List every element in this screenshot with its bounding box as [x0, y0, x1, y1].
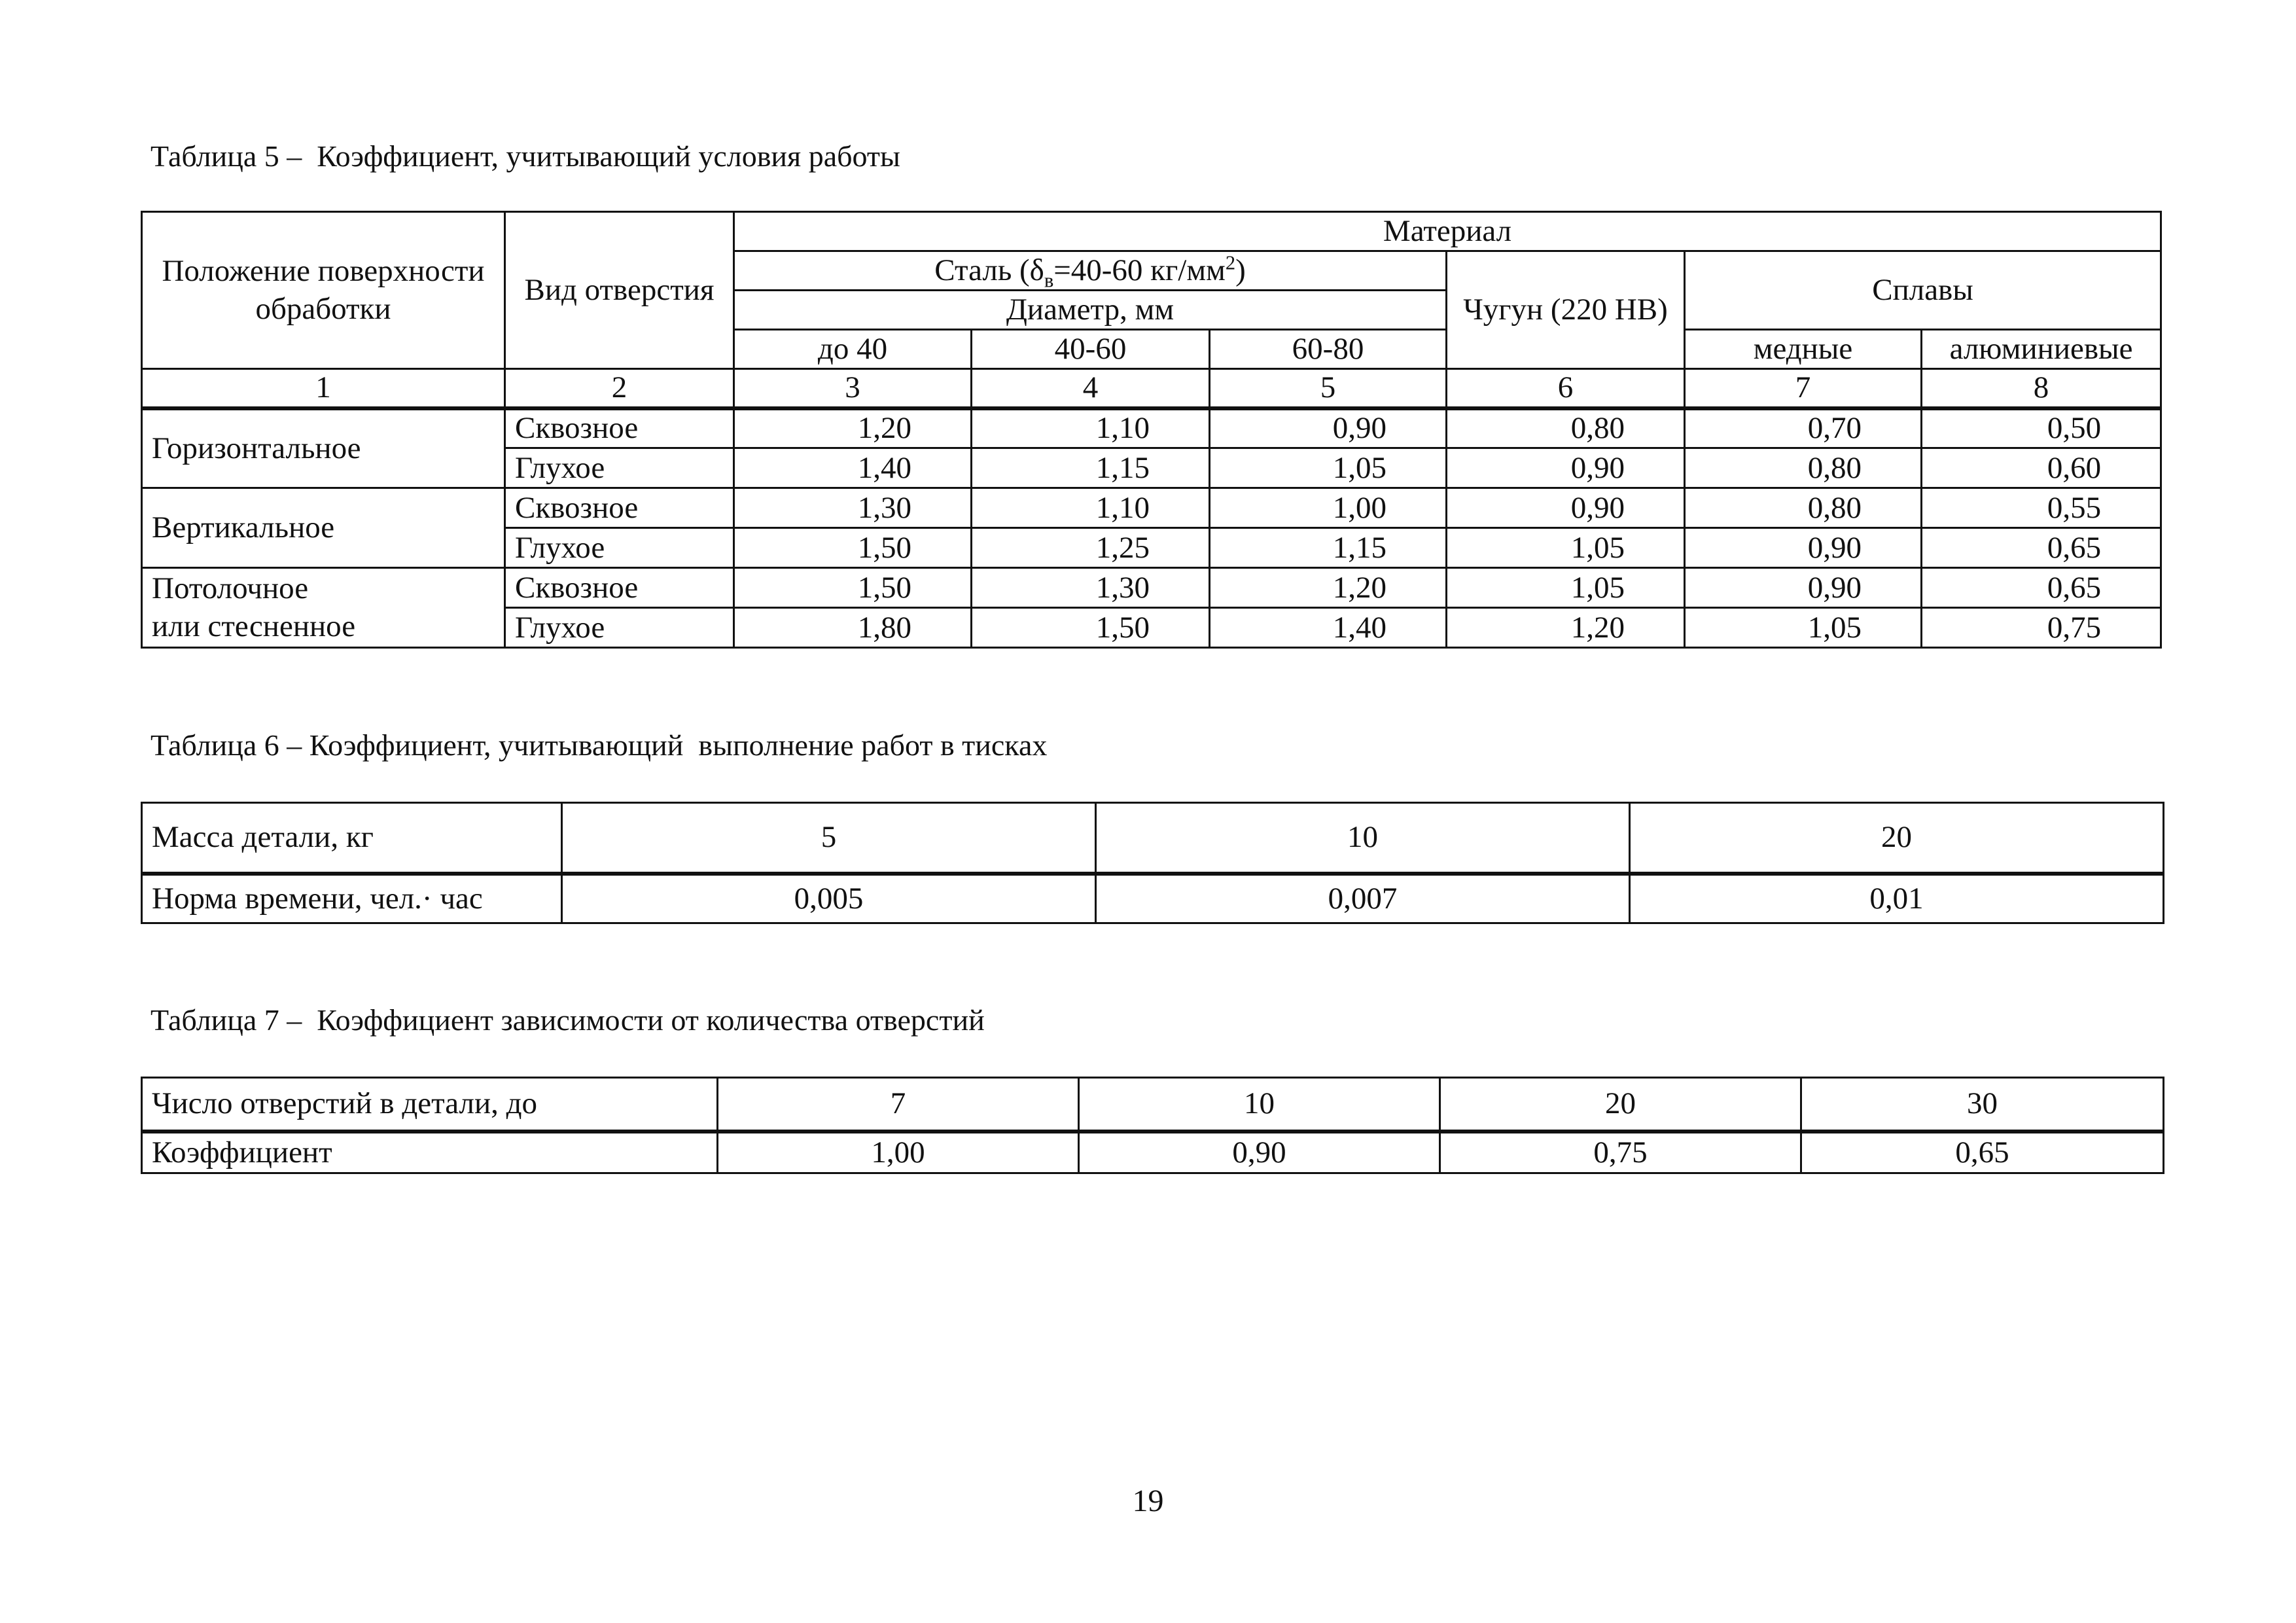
header-d3: 60-80 [1210, 330, 1447, 369]
time-label: Норма времени, чел.· час [142, 874, 562, 923]
hole-type: Сквозное [505, 568, 734, 608]
table7-caption: Таблица 7 – Коэффициент зависимости от количества отверстий [150, 1003, 985, 1037]
value-cell: 0,90 [1685, 568, 1922, 608]
col-number: 8 [1922, 369, 2161, 408]
value-cell: 0,65 [1922, 568, 2161, 608]
value-cell: 0,65 [1922, 528, 2161, 568]
value-cell: 1,20 [1447, 608, 1685, 648]
value-cell: 1,05 [1447, 528, 1685, 568]
column-number-row [142, 369, 2161, 408]
position-horizontal: Горизонтальное [142, 408, 505, 488]
value-cell: 1,10 [972, 488, 1210, 528]
table6-vise-work [141, 802, 2164, 924]
table-row [142, 568, 2161, 608]
value-cell: 1,05 [1210, 448, 1447, 488]
header-alloys: Сплавы [1685, 251, 2161, 330]
value-cell: 1,80 [734, 608, 972, 648]
page-number: 19 [1132, 1484, 1164, 1518]
hole-type: Сквозное [505, 488, 734, 528]
value-cell: 1,05 [1685, 608, 1922, 648]
table-row [142, 488, 2161, 528]
value-cell: 0,60 [1922, 448, 2161, 488]
table-row [142, 1078, 2164, 1132]
col-number: 3 [734, 369, 972, 408]
hole-type: Глухое [505, 528, 734, 568]
table-row [142, 874, 2164, 923]
table6-caption: Таблица 6 – Коэффициент, учитывающий выполнение работ в тисках [150, 728, 1048, 762]
col-number: 5 [1210, 369, 1447, 408]
count-value: 20 [1440, 1078, 1801, 1132]
count-label: Число отверстий в детали, до [142, 1078, 718, 1132]
value-cell: 1,20 [734, 408, 972, 448]
coef-value: 1,00 [718, 1132, 1079, 1173]
mass-value: 20 [1630, 803, 2164, 874]
value-cell: 0,80 [1685, 448, 1922, 488]
hole-type: Глухое [505, 448, 734, 488]
value-cell: 1,50 [734, 528, 972, 568]
col-number: 4 [972, 369, 1210, 408]
header-d1: до 40 [734, 330, 972, 369]
value-cell: 1,40 [1210, 608, 1447, 648]
value-cell: 0,70 [1685, 408, 1922, 448]
value-cell: 0,80 [1447, 408, 1685, 448]
mass-label: Масса детали, кг [142, 803, 562, 874]
time-value: 0,005 [562, 874, 1096, 923]
value-cell: 1,05 [1447, 568, 1685, 608]
col-number: 6 [1447, 369, 1685, 408]
hole-type: Сквозное [505, 408, 734, 448]
value-cell: 1,50 [734, 568, 972, 608]
header-d2: 40-60 [972, 330, 1210, 369]
header-diameter: Диаметр, мм [734, 291, 1447, 330]
table7-hole-count [141, 1077, 2164, 1174]
mass-value: 5 [562, 803, 1096, 874]
value-cell: 0,90 [1210, 408, 1447, 448]
value-cell: 0,90 [1685, 528, 1922, 568]
hole-type: Глухое [505, 608, 734, 648]
header-cast-iron: Чугун (220 НВ) [1447, 251, 1685, 369]
table-row [142, 408, 2161, 448]
count-value: 30 [1801, 1078, 2164, 1132]
time-value: 0,007 [1096, 874, 1630, 923]
col-number: 7 [1685, 369, 1922, 408]
value-cell: 0,90 [1447, 488, 1685, 528]
value-cell: 1,20 [1210, 568, 1447, 608]
value-cell: 0,55 [1922, 488, 2161, 528]
position-ceiling: Потолочное или стесненное [142, 568, 505, 648]
count-value: 10 [1079, 1078, 1440, 1132]
table-row [142, 803, 2164, 874]
value-cell: 1,25 [972, 528, 1210, 568]
value-cell: 1,10 [972, 408, 1210, 448]
table5-caption: Таблица 5 – Коэффициент, учитывающий условия работы [150, 139, 900, 173]
value-cell: 1,40 [734, 448, 972, 488]
time-value: 0,01 [1630, 874, 2164, 923]
value-cell: 0,90 [1447, 448, 1685, 488]
table5-working-conditions [141, 211, 2162, 649]
header-position: Положение поверхности обработки [142, 212, 505, 369]
position-vertical: Вертикальное [142, 488, 505, 568]
header-copper: медные [1685, 330, 1922, 369]
value-cell: 1,30 [972, 568, 1210, 608]
value-cell: 0,50 [1922, 408, 2161, 448]
value-cell: 1,15 [1210, 528, 1447, 568]
value-cell: 0,75 [1922, 608, 2161, 648]
value-cell: 1,30 [734, 488, 972, 528]
coef-value: 0,65 [1801, 1132, 2164, 1173]
col-number: 1 [142, 369, 505, 408]
header-material: Материал [734, 212, 2161, 251]
col-number: 2 [505, 369, 734, 408]
count-value: 7 [718, 1078, 1079, 1132]
coef-value: 0,90 [1079, 1132, 1440, 1173]
header-aluminum: алюминиевые [1922, 330, 2161, 369]
coef-label: Коэффициент [142, 1132, 718, 1173]
table-row [142, 1132, 2164, 1173]
header-steel: Сталь ($\delta_в=40-60$ $кг/мм^2$) [734, 251, 1447, 291]
coef-value: 0,75 [1440, 1132, 1801, 1173]
header-hole-type: Вид отверстия [505, 212, 734, 369]
mass-value: 10 [1096, 803, 1630, 874]
value-cell: 1,15 [972, 448, 1210, 488]
value-cell: 1,00 [1210, 488, 1447, 528]
value-cell: 0,80 [1685, 488, 1922, 528]
value-cell: 1,50 [972, 608, 1210, 648]
